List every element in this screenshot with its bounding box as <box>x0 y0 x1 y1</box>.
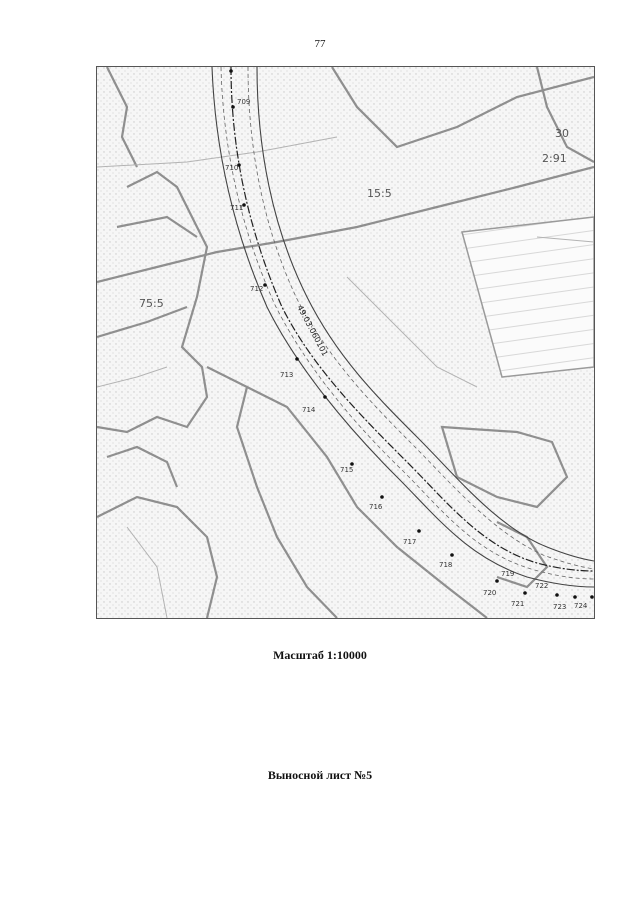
page-number: 77 <box>314 38 326 50</box>
sheet-title: Выносной лист №5 <box>267 768 373 782</box>
point-label: 717 <box>403 538 417 546</box>
point-label: 715 <box>340 466 354 474</box>
point-label: 714 <box>302 406 316 414</box>
point-label: 712 <box>250 285 264 293</box>
parcel-label: 2:91 <box>542 152 567 165</box>
parcel-label: 75:5 <box>139 297 164 310</box>
cadastral-number: 49:03:060101 <box>295 303 330 358</box>
point-label: 709 <box>237 98 251 106</box>
map-image <box>96 66 595 619</box>
map-scale: Масштаб 1:10000 <box>273 648 367 662</box>
point-label: 720 <box>483 589 497 597</box>
point-label: 723 <box>553 603 567 611</box>
point-label: 716 <box>369 503 383 511</box>
point-label: 719 <box>501 570 515 578</box>
point-label: 718 <box>439 561 453 569</box>
parcel-label: 30 <box>555 127 569 140</box>
point-label: 711 <box>230 204 244 212</box>
point-label: 724 <box>574 602 588 610</box>
point-label: 713 <box>280 371 294 379</box>
point-label: 721 <box>511 600 525 608</box>
point-label: 710 <box>225 164 239 172</box>
parcel-label: 15:5 <box>367 187 392 200</box>
point-label: 722 <box>535 582 549 590</box>
